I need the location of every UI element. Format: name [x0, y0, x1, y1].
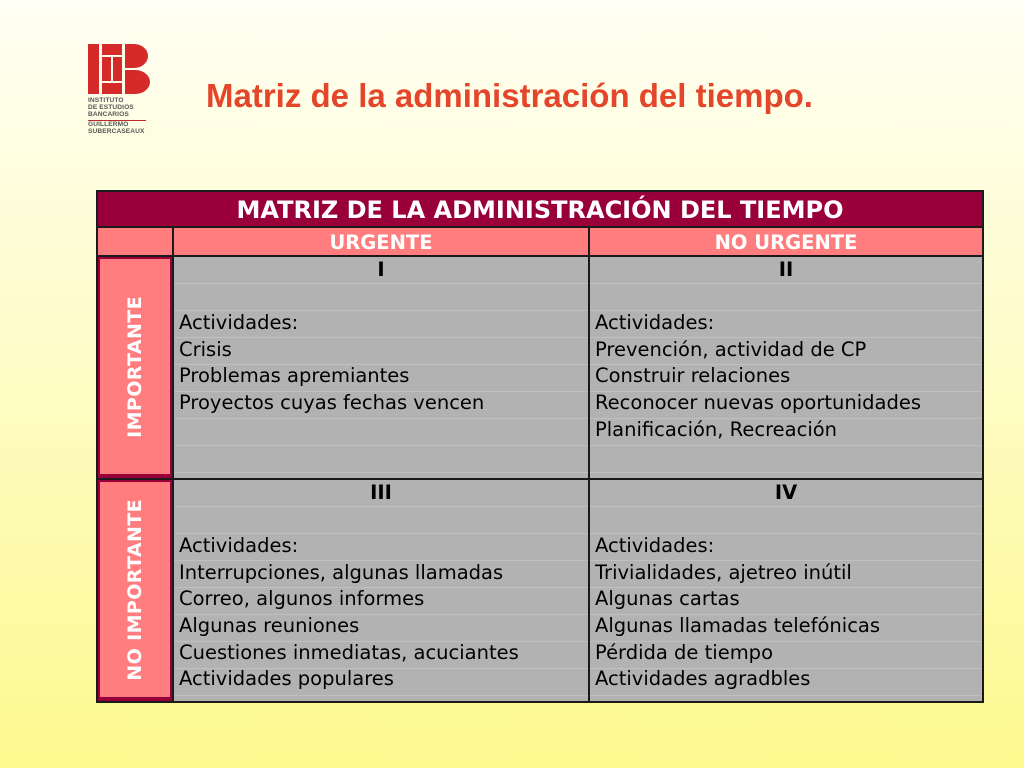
logo-text: [88, 97, 156, 135]
activity-item: Algunas cartas: [595, 587, 740, 611]
ieb-logo-mark: [88, 44, 150, 94]
activity-item: Actividades populares: [179, 667, 394, 691]
corner-cell: [98, 228, 174, 257]
row-header-important-label: IMPORTANTE: [124, 295, 146, 438]
activity-item: Reconocer nuevas oportunidades: [595, 390, 922, 414]
quadrant-4: [590, 480, 982, 701]
quadrant-numeral: I: [377, 258, 385, 281]
activity-item: Prevención, actividad de CP: [595, 337, 867, 361]
activity-item: Problemas apremiantes: [179, 364, 410, 388]
activity-item: Cuestiones inmediatas, acuciantes: [179, 640, 519, 664]
row-header-important: [98, 257, 174, 480]
activity-item: Correo, algunos informes: [179, 587, 425, 611]
activity-item: Algunas reuniones: [179, 613, 360, 637]
activity-item: Algunas llamadas telefónicas: [595, 613, 881, 637]
time-management-matrix: [96, 190, 984, 703]
logo-line-5: SUBERCASEAUX: [88, 127, 145, 135]
logo-line-1: INSTITUTO: [88, 97, 124, 104]
activity-item: Pérdida de tiempo: [595, 640, 773, 664]
quadrant-1: [174, 257, 590, 480]
institution-logo: [88, 44, 156, 135]
logo-line-3: BANCARIOS: [88, 111, 129, 119]
activity-item: Proyectos cuyas fechas vencen: [179, 390, 485, 414]
row-header-not-important-label: NO IMPORTANTE: [124, 498, 146, 681]
activity-item: Planificación, Recreación: [595, 417, 838, 441]
activity-item: Interrupciones, algunas llamadas: [179, 560, 504, 584]
quadrant-numeral: II: [778, 258, 794, 281]
quadrant-numeral: IV: [774, 481, 798, 504]
quadrant-heading: Actividades:: [595, 534, 715, 558]
slide-title: Matriz de la administración del tiempo.: [206, 77, 813, 114]
matrix-title: MATRIZ DE LA ADMINISTRACIÓN DEL TIEMPO: [98, 192, 982, 228]
quadrant-3: [174, 480, 590, 701]
logo-line-4: GUILLERMO: [88, 120, 129, 128]
col-header-not-urgent: NO URGENTE: [590, 228, 982, 257]
row-header-not-important: [98, 480, 174, 701]
quadrant-2: [590, 257, 982, 480]
activity-item: Trivialidades, ajetreo inútil: [595, 560, 852, 584]
activity-item: Crisis: [179, 337, 232, 361]
quadrant-heading: Actividades:: [595, 311, 715, 335]
activity-item: Construir relaciones: [595, 364, 791, 388]
logo-line-2: DE ESTUDIOS: [88, 104, 134, 112]
activity-item: Actividades agradbles: [595, 667, 811, 691]
col-header-urgent: URGENTE: [174, 228, 590, 257]
quadrant-heading: Actividades:: [179, 311, 299, 335]
quadrant-numeral: III: [370, 481, 392, 504]
quadrant-heading: Actividades:: [179, 534, 299, 558]
